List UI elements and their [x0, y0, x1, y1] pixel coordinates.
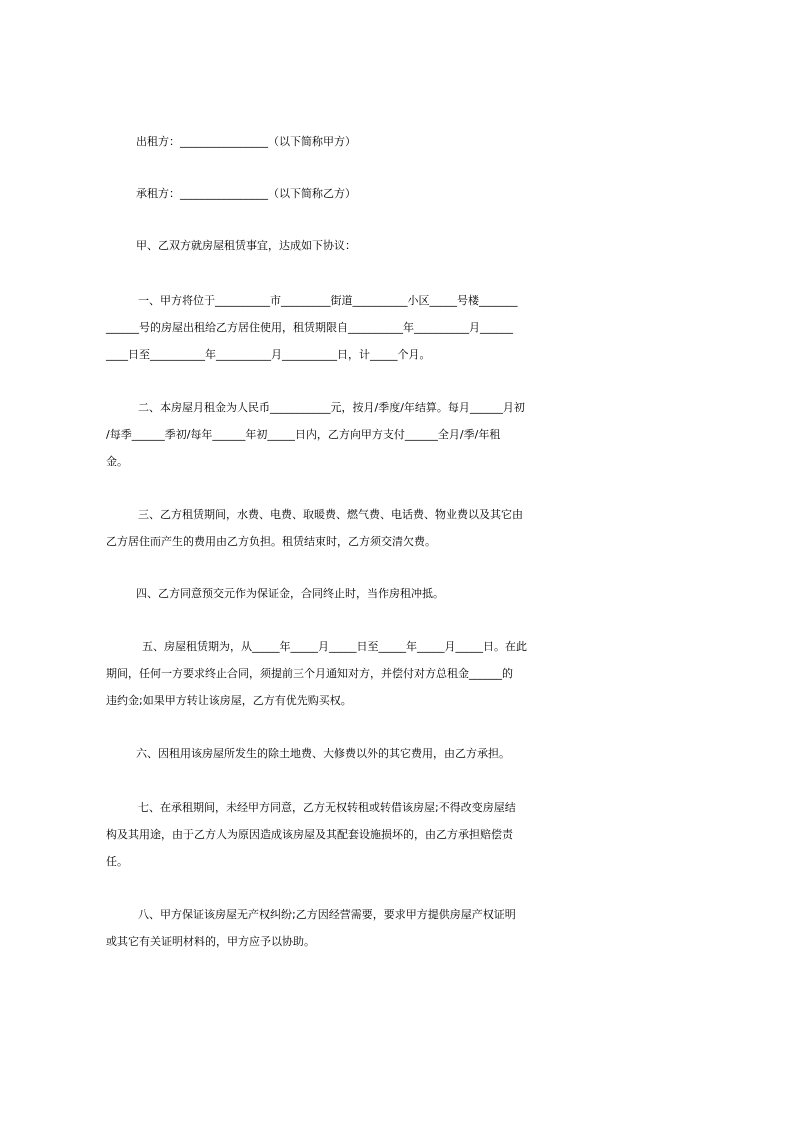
clause-5-line-1: 五、房屋租赁期为，从_____年_____月_____日至_____年_____月_____日。在此 — [142, 640, 527, 653]
clause-4-line-1: 四、乙方同意预交元作为保证金，合同终止时，当作房租冲抵。 — [136, 587, 444, 600]
lessor-line: 出租方：________________（以下简称甲方） — [136, 135, 356, 148]
clause-8-line-2: 或其它有关证明材料的，甲方应予以协助。 — [106, 935, 315, 948]
clause-2-line-1: 二、本房屋月租金为人民币___________元，按月/季度/年结算。每月______月初 — [138, 401, 525, 414]
clause-2-line-3: 金。 — [106, 455, 128, 468]
clause-5-line-2: 期间，任何一方要求终止合同，须提前三个月通知对方，并偿付对方总租金______的 — [106, 667, 513, 680]
clause-1-line-1: 一、甲方将位于__________市_________街道__________小区_____号楼_______ — [138, 294, 518, 307]
clause-5-line-3: 违约金;如果甲方转让该房屋，乙方有优先购买权。 — [106, 694, 352, 707]
lessee-line: 承租方：________________（以下简称乙方） — [136, 187, 356, 200]
clause-1-line-3: ____日至__________年__________月__________日，计_____个月。 — [106, 348, 431, 361]
clause-1-line-2: ______号的房屋出租给乙方居住使用，租赁期限自__________年__________月______ — [106, 321, 513, 334]
agreement-intro: 甲、乙双方就房屋租赁事宜，达成如下协议： — [136, 239, 356, 252]
clause-6-line-1: 六、因租用该房屋所发生的除土地费、大修费以外的其它费用，由乙方承担。 — [136, 747, 510, 760]
clause-3-line-2: 乙方居住而产生的费用由乙方负担。租赁结束时，乙方须交清欠费。 — [106, 535, 436, 548]
clause-7-line-1: 七、在承租期间，未经甲方同意，乙方无权转租或转借该房屋;不得改变房屋结 — [138, 801, 516, 814]
clause-3-line-1: 三、乙方租赁期间，水费、电费、取暖费、燃气费、电话费、物业费以及其它由 — [138, 508, 523, 521]
clause-7-line-3: 任。 — [106, 855, 128, 868]
clause-7-line-2: 构及其用途，由于乙方人为原因造成该房屋及其配套设施损坏的，由乙方承担赔偿责 — [106, 828, 513, 841]
clause-2-line-2: /每季______季初/每年______年初_____日内，乙方向甲方支付______全月/季/年租 — [106, 428, 501, 441]
clause-8-line-1: 八、甲方保证该房屋无产权纠纷;乙方因经营需要，要求甲方提供房屋产权证明 — [138, 908, 516, 921]
